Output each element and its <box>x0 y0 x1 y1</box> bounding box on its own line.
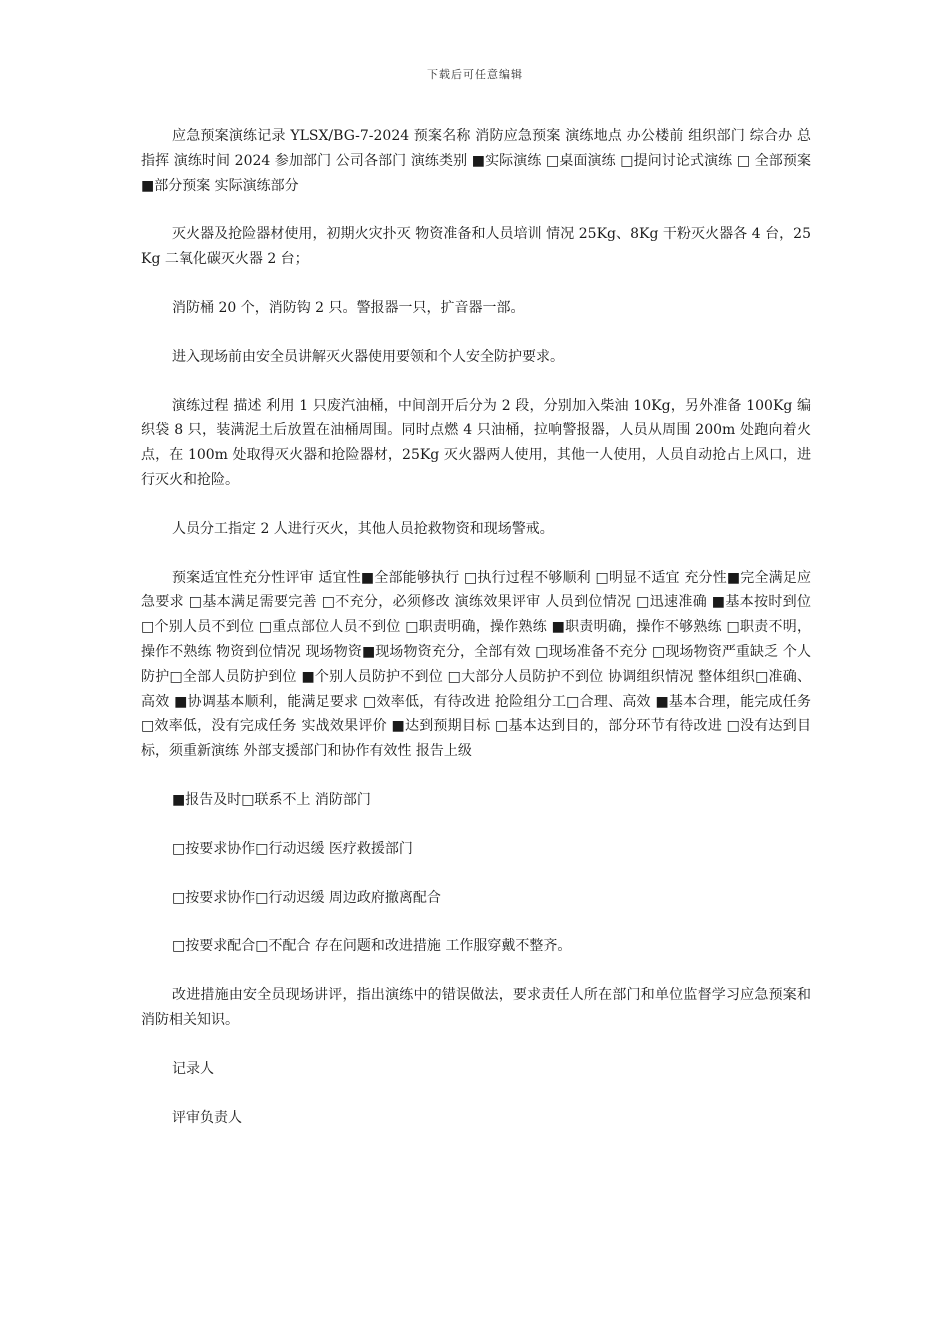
paragraph-medical-dept: □按要求协作□行动迟缓 周边政府撤离配合 <box>172 889 441 906</box>
paragraph-government: □按要求配合□不配合 存在问题和改进措施 工作服穿戴不整齐。 <box>172 938 572 955</box>
paragraph-drill-process: 演练过程 描述 利用 1 只废汽油桶，中间剖开后分为 2 段，分别加入柴油 10Kg，另外准备 100Kg 编织袋 8 只，装满泥土后放置在油桶周围。同时点燃 4 只油桶，拉响警报器，人员从周围 200m 处跑向着火点，在 100m 处取得灭火器和抢险器材，25Kg 灭火器两人使用，其他一人使用，人员自动抢占上风口，进行灭火和抢险。 <box>141 397 811 488</box>
paragraph-equipment: 灭火器及抢险器材使用，初期火灾扑灭 物资准备和人员培训 情况 25Kg、8Kg 干粉灭火器各 4 台，25Kg 二氧化碳灭火器 2 台； <box>141 226 811 268</box>
paragraph-recorder: 记录人 <box>172 1060 214 1077</box>
page-header: 下载后可任意编辑 <box>427 68 523 81</box>
paragraph-fire-dept: □按要求协作□行动迟缓 医疗救援部门 <box>172 840 413 857</box>
paragraph-staff-division: 人员分工指定 2 人进行灭火，其他人员抢救物资和现场警戒。 <box>172 520 554 537</box>
paragraph-reviewer: 评审负责人 <box>172 1109 242 1126</box>
paragraph-report-superior: ■报告及时□联系不上 消防部门 <box>172 791 371 808</box>
paragraph-safety-briefing: 进入现场前由安全员讲解灭火器使用要领和个人安全防护要求。 <box>172 348 564 365</box>
paragraph-improvement: 改进措施由安全员现场讲评，指出演练中的错误做法，要求责任人所在部门和单位监督学习应急预案和消防相关知识。 <box>141 987 811 1028</box>
document-body <box>141 124 811 1154</box>
paragraph-record-info: 应急预案演练记录 YLSX/BG-7-2024 预案名称 消防应急预案 演练地点 办公楼前 组织部门 综合办 总指挥 演练时间 2024 参加部门 公司各部门 演练类别 ■实际演练 □桌面演练 □提问讨论式演练 □ 全部预案 ■部分预案 实际演练部分 <box>141 128 811 194</box>
paragraph-buckets: 消防桶 20 个，消防钩 2 只。警报器一只，扩音器一部。 <box>172 299 525 316</box>
paragraph-evaluation: 预案适宜性充分性评审 适宜性■全部能够执行 □执行过程不够顺利 □明显不适宜 充分性■完全满足应急要求 □基本满足需要完善 □不充分，必须修改 演练效果评审 人员到位情况 □迅速准确 ■基本按时到位 □个别人员不到位 □重点部位人员不到位 □职责明确，操作熟练 ■职责明确，操作不够熟练 □职责不明，操作不熟练 物资到位情况 现场物资■现场物资充分，全部有效 □现场准备不充分 □现场物资严重缺乏 个人防护□全部人员防护到位 ■个别人员防护不到位 □大部分人员防护不到位 协调组织情况 整体组织□准确、高效 ■协调基本顺利，能满足要求 □效率低，有待改进 抢险组分工□合理、高效 ■基本合理，能完成任务 □效率低，没有完成任务 实战效果评价 ■达到预期目标 □基本达到目的，部分环节有待改进 □没有达到目标，须重新演练 外部支援部门和协作有效性 报告上级 <box>141 569 811 760</box>
